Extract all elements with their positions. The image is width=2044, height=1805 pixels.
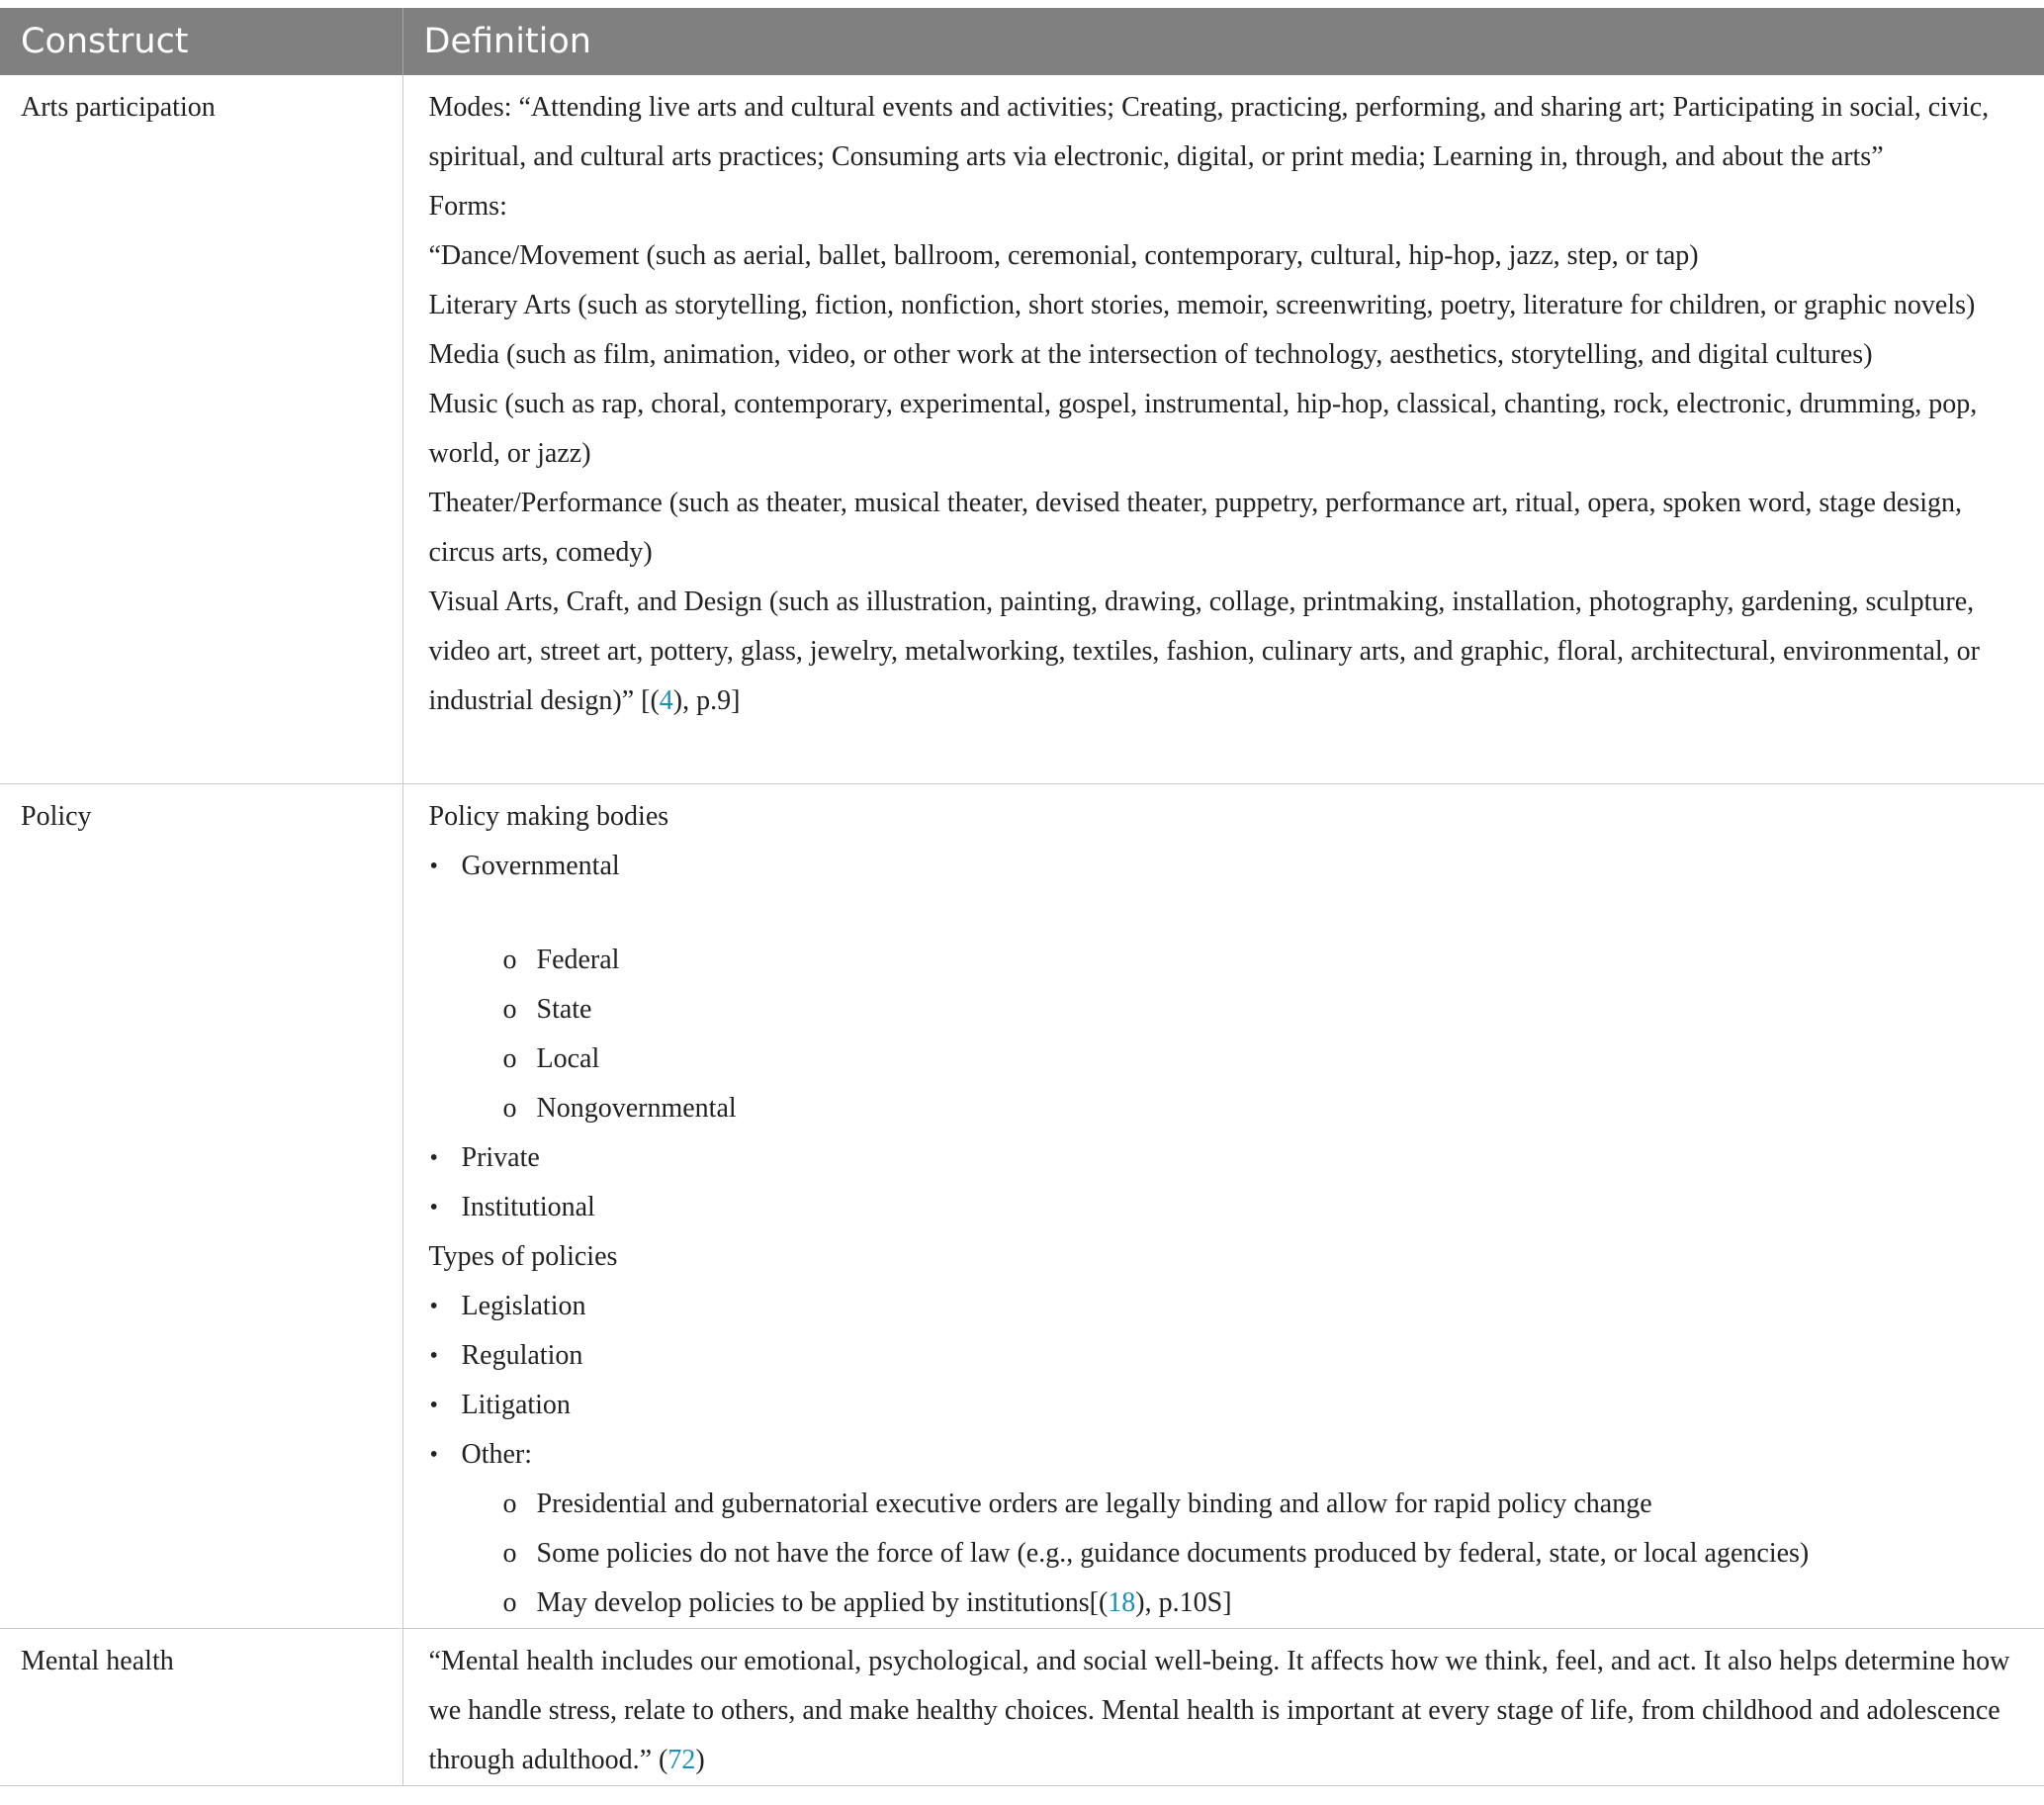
definitions-table: [0, 8, 2044, 1786]
construct-cell: Policy: [0, 784, 402, 1629]
subitem-institutions: [429, 1579, 2021, 1628]
bullet-legislation: • Legislation: [429, 1282, 2021, 1331]
form-visual-text: Visual Arts, Craft, and Design (such as illustration, painting, drawing, collage, printmaking, installation, photography, gardening, sculpture, video art, street art, pottery, glass, jewelry, metalworking, textiles, fashion, culinary arts, and graphic, floral, architectural, environmental, or industrial design)”: [428, 587, 1980, 716]
bullet-other: • Other:: [429, 1430, 2021, 1480]
header-definition: Definition: [402, 8, 2044, 75]
form-music: Music (such as rap, choral, contemporary, experimental, gospel, instrumental, hip-hop, classical, chanting, rock, electronic, drumming, pop, world, or jazz): [428, 389, 1978, 469]
subitem-state: o State: [429, 985, 2021, 1035]
reference-link-72[interactable]: 72: [667, 1745, 696, 1775]
subitem-nongovernmental: o Nongovernmental: [429, 1084, 2021, 1133]
form-dance: “Dance/Movement (such as aerial, ballet, ballroom, ceremonial, contemporary, cultural, hip-hop, jazz, step, or tap): [428, 240, 1699, 271]
table-row-mental-health: [0, 1629, 2044, 1786]
subitem-federal: o Federal: [429, 936, 2021, 985]
table-row-policy: [0, 784, 2044, 1629]
bullet-institutional: • Institutional: [429, 1183, 2021, 1232]
bullet-governmental: • Governmental: [429, 842, 2021, 891]
definition-cell: [402, 1629, 2044, 1786]
header-construct: Construct: [0, 8, 402, 75]
definition-cell: [402, 75, 2044, 784]
bodies-label: Policy making bodies: [428, 801, 669, 832]
subitem-institutions-text: May develop policies to be applied by institutions: [536, 1587, 1090, 1618]
mental-health-text: “Mental health includes our emotional, psychological, and social well-being. It affects how we think, feel, and act. It also helps determine how we handle stress, relate to others, and make healthy choices. Mental health is important at every stage of life, from childhood and adolescence through adulthood.”: [428, 1646, 2010, 1775]
subitem-force-of-law: o Some policies do not have the force of law (e.g., guidance documents produced by federal, state, or local agencies): [429, 1529, 2021, 1579]
forms-label: Forms:: [428, 191, 507, 222]
bullet-regulation: • Regulation: [429, 1331, 2021, 1381]
citation-prefix: [(: [634, 685, 660, 716]
types-label: Types of policies: [428, 1241, 618, 1272]
subitem-executive-orders: o Presidential and gubernatorial executive orders are legally binding and allow for rapid policy change: [429, 1480, 2021, 1529]
form-literary: Literary Arts (such as storytelling, fiction, nonfiction, short stories, memoir, screenwriting, poetry, literature for children, or graphic novels): [428, 290, 1976, 320]
modes-text: Modes: “Attending live arts and cultural events and activities; Creating, practicing, performing, and sharing art; Participating in social, civic, spiritual, and cultural arts practices; Consuming arts via electronic, digital, or print media; Learning in, through, and about the arts”: [428, 92, 1990, 172]
spacer: [429, 891, 2021, 936]
header-row: [0, 8, 2044, 75]
citation-suffix: ), p.9]: [672, 685, 741, 716]
citation-suffix: ): [695, 1745, 705, 1775]
bullet-private: • Private: [429, 1133, 2021, 1183]
construct-cell: Arts participation: [0, 75, 402, 784]
citation-prefix: (: [652, 1745, 668, 1775]
form-theater: Theater/Performance (such as theater, musical theater, devised theater, puppetry, performance art, ritual, opera, spoken word, stage design, circus arts, comedy): [428, 488, 1963, 568]
definition-cell: [402, 784, 2044, 1629]
form-media: Media (such as film, animation, video, or other work at the intersection of technology, aesthetics, storytelling, and digital cultures): [428, 339, 1873, 370]
reference-link-4[interactable]: 4: [659, 685, 673, 716]
subitem-local: o Local: [429, 1035, 2021, 1084]
citation-prefix: [(: [1089, 1587, 1109, 1618]
construct-cell: Mental health: [0, 1629, 402, 1786]
table-row-arts-participation: [0, 75, 2044, 784]
bullet-litigation: • Litigation: [429, 1381, 2021, 1430]
reference-link-18[interactable]: 18: [1108, 1587, 1136, 1618]
form-visual: [429, 578, 2021, 726]
citation-suffix: ), p.10S]: [1135, 1587, 1232, 1618]
